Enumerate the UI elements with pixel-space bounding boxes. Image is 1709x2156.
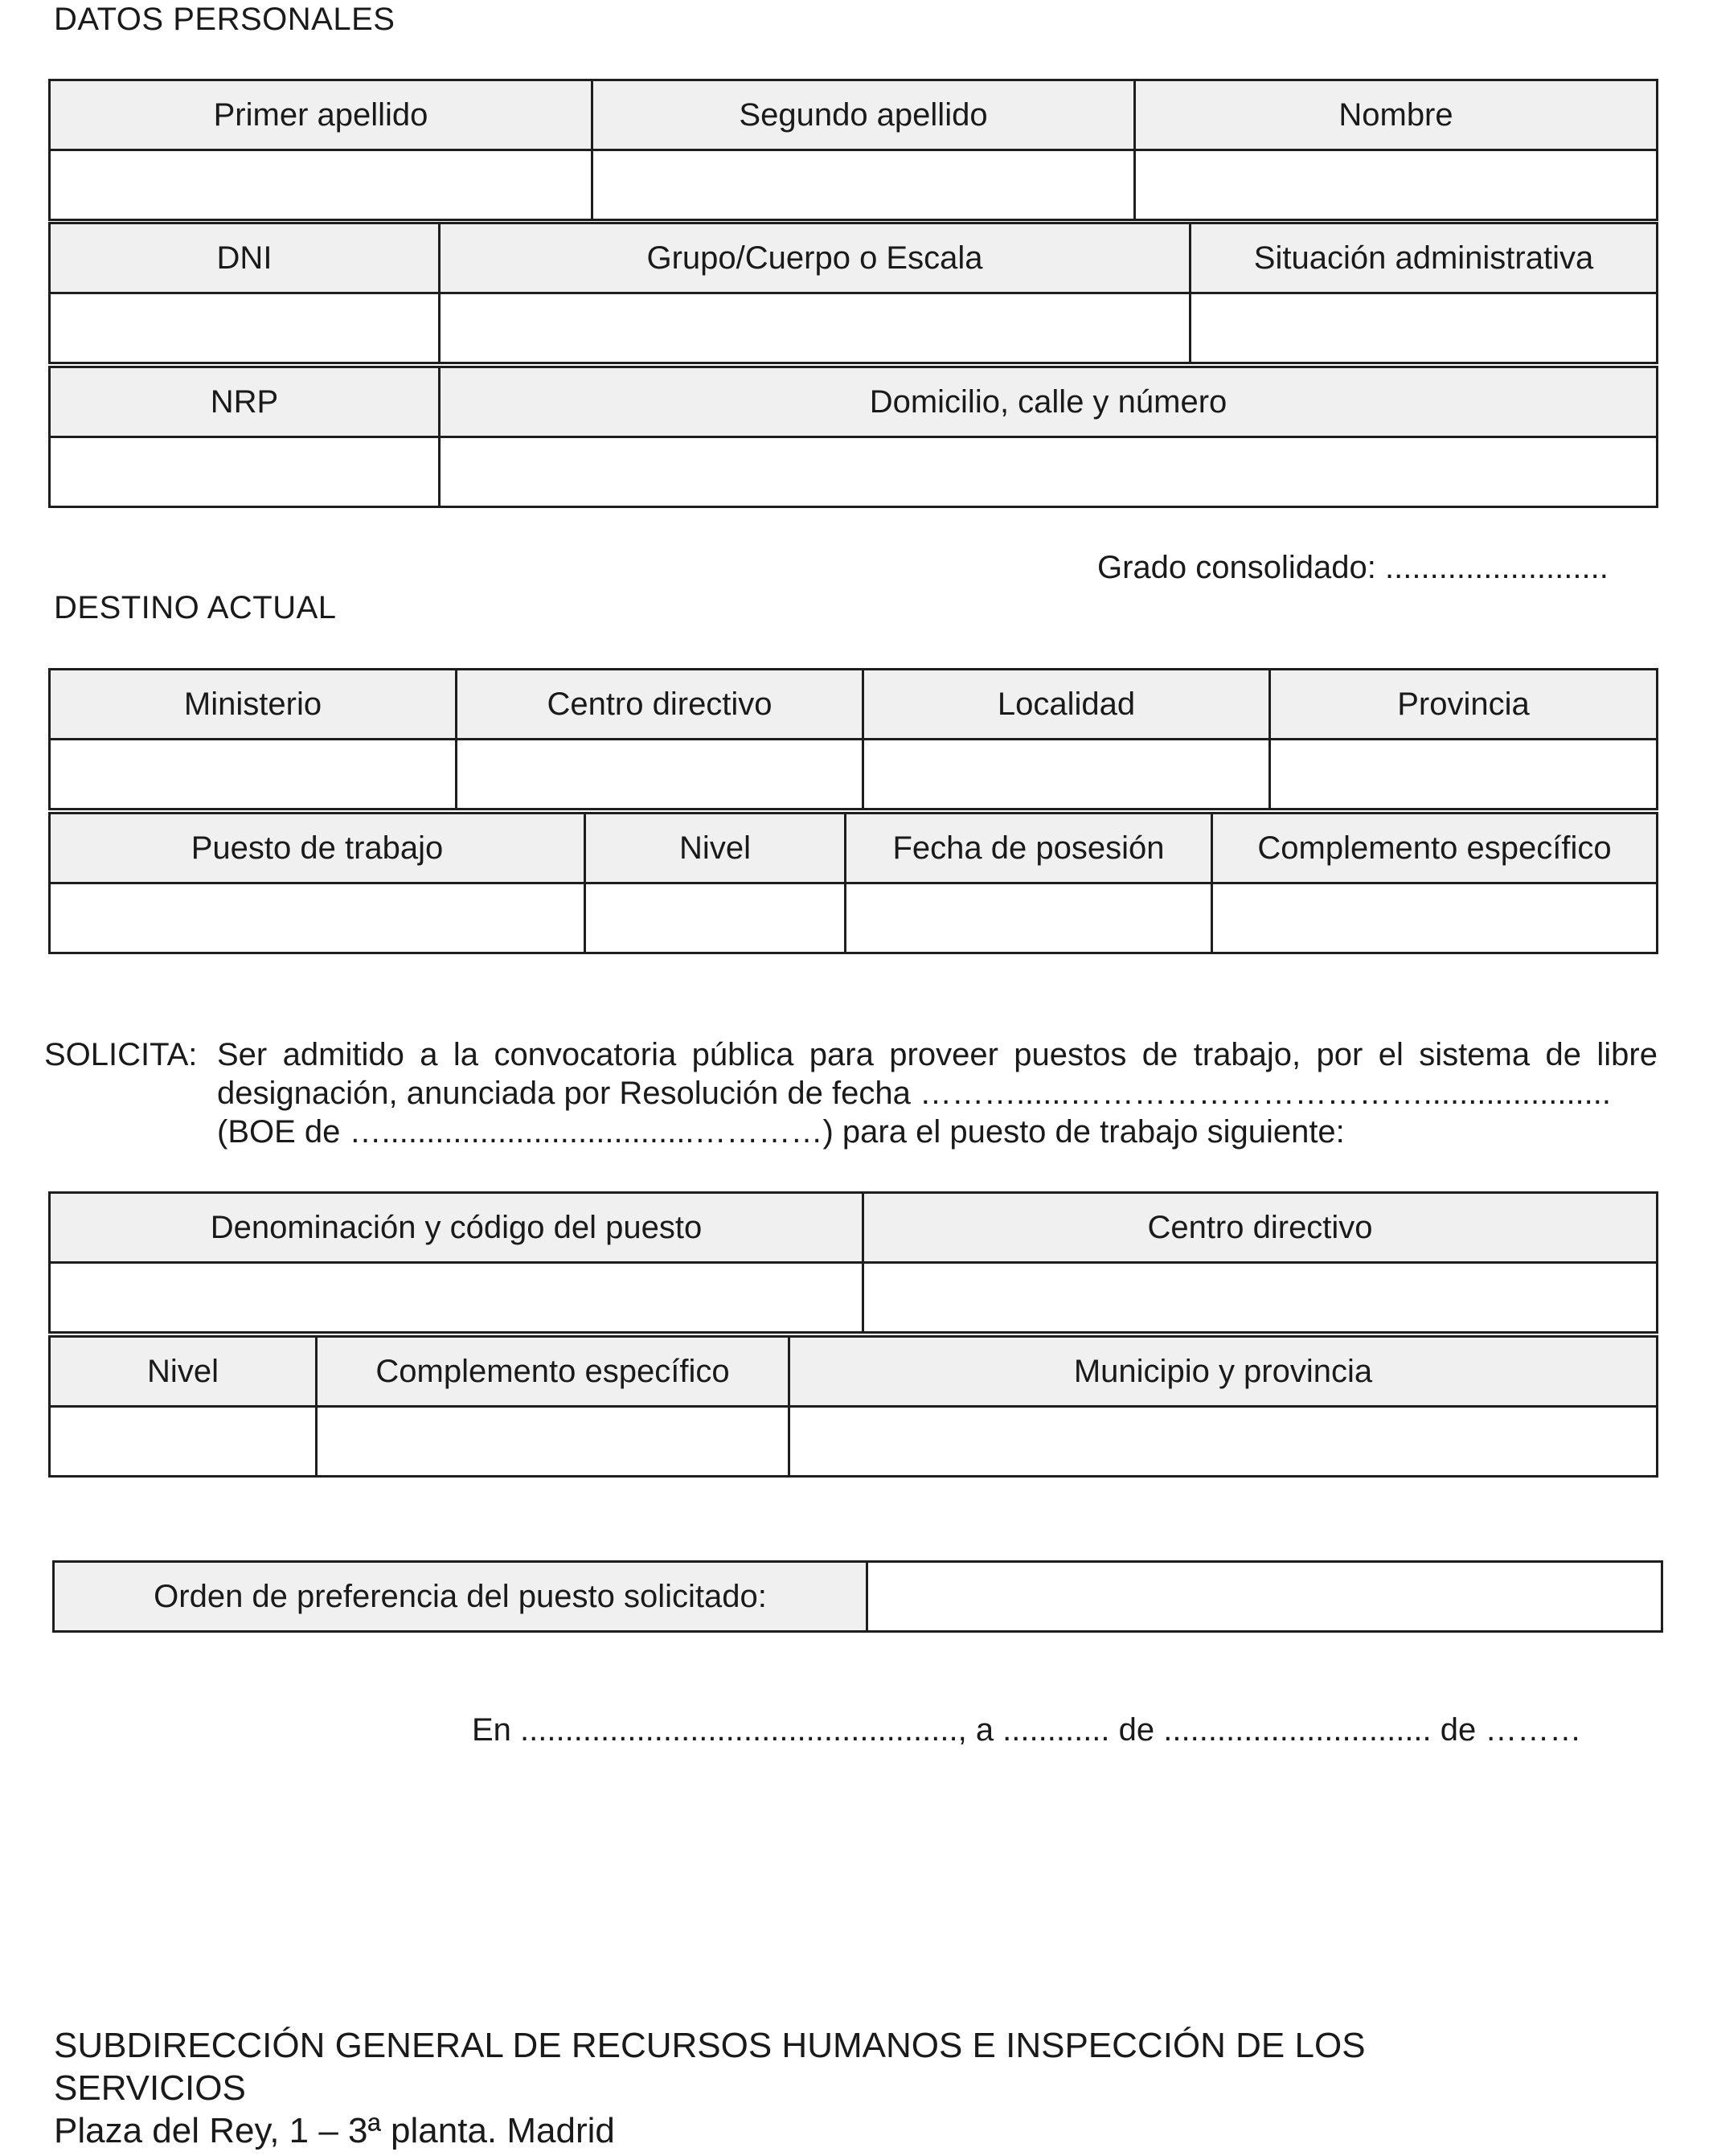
municipio-provincia-field[interactable] [789,1407,1658,1477]
destino-actual-table-2 [48,812,1658,954]
nombre-field[interactable] [1135,150,1658,220]
datos-personales-table [48,79,1658,221]
orden-preferencia-field[interactable] [867,1562,1662,1632]
header-denominacion-codigo: Denominación y código del puesto [50,1193,863,1263]
centro-directivo-solicitado-field[interactable] [863,1263,1658,1333]
datos-personales-table-3 [48,366,1658,508]
header-grupo-cuerpo: Grupo/Cuerpo o Escala [440,223,1191,293]
header-segundo-apellido: Segundo apellido [592,80,1135,150]
domicilio-field[interactable] [440,437,1658,507]
nivel-field[interactable] [585,883,846,953]
header-localidad: Localidad [863,670,1270,740]
solicita-line-2: designación, anunciada por Resolución de fecha ………......……………………………..................... [217,1076,1612,1111]
header-nivel-solicitado: Nivel [50,1337,317,1407]
table-row [50,1193,1658,1263]
dni-field[interactable] [50,293,440,363]
section-title-destino-actual: DESTINO ACTUAL [54,590,337,625]
denominacion-codigo-field[interactable] [50,1263,863,1333]
table-row [50,293,1658,363]
table-row [50,1407,1658,1477]
header-ministerio: Ministerio [50,670,457,740]
header-primer-apellido: Primer apellido [50,80,592,150]
destino-actual-table [48,668,1658,810]
grado-consolidado: Grado consolidado: ......................... [1097,550,1609,585]
ministerio-field[interactable] [50,740,457,810]
localidad-field[interactable] [863,740,1270,810]
primer-apellido-field[interactable] [50,150,592,220]
segundo-apellido-field[interactable] [592,150,1135,220]
centro-directivo-field[interactable] [457,740,863,810]
puesto-de-trabajo-field[interactable] [50,883,585,953]
header-nombre: Nombre [1135,80,1658,150]
footer-line-2: SERVICIOS [54,2068,246,2108]
table-row [50,223,1658,293]
datos-personales-table-2 [48,222,1658,364]
orden-preferencia-table [52,1560,1663,1633]
table-row [50,670,1658,740]
table-row [50,437,1658,507]
nivel-solicitado-field[interactable] [50,1407,317,1477]
table-row [50,367,1658,437]
solicita-line-1: Ser admitido a la convocatoria pública para proveer puestos de trabajo, por el sistema de libre [217,1037,1658,1072]
complemento-especifico-field[interactable] [1212,883,1658,953]
solicita-line-3: (BOE de …...................................…………) para el puesto de trabajo siguiente: [217,1114,1345,1150]
fecha-firma-line: En ................................................., a ............ de .............................. de ……… [472,1712,1582,1748]
situacion-administrativa-field[interactable] [1191,293,1658,363]
table-row [50,80,1658,150]
header-situacion-administrativa: Situación administrativa [1191,223,1658,293]
table-row [50,883,1658,953]
header-domicilio: Domicilio, calle y número [440,367,1658,437]
table-row [50,1263,1658,1333]
complemento-especifico-solicitado-field[interactable] [317,1407,789,1477]
footer-line-1: SUBDIRECCIÓN GENERAL DE RECURSOS HUMANOS E INSPECCIÓN DE LOS [54,2026,1366,2065]
fecha-de-posesion-field[interactable] [846,883,1212,953]
header-centro-directivo-solicitado: Centro directivo [863,1193,1658,1263]
table-row [50,1337,1658,1407]
header-provincia: Provincia [1270,670,1658,740]
table-row [50,740,1658,810]
orden-preferencia-label: Orden de preferencia del puesto solicitado: [54,1562,867,1632]
nrp-field[interactable] [50,437,440,507]
header-dni: DNI [50,223,440,293]
grupo-cuerpo-field[interactable] [440,293,1191,363]
header-fecha-de-posesion: Fecha de posesión [846,814,1212,883]
header-complemento-especifico-solicitado: Complemento específico [317,1337,789,1407]
table-row [54,1562,1662,1632]
table-row [50,814,1658,883]
header-municipio-provincia: Municipio y provincia [789,1337,1658,1407]
table-row [50,150,1658,220]
header-nivel: Nivel [585,814,846,883]
header-nrp: NRP [50,367,440,437]
header-complemento-especifico: Complemento específico [1212,814,1658,883]
solicita-label: SOLICITA: [44,1037,198,1072]
puesto-solicitado-table [48,1191,1658,1334]
footer-line-3: Plaza del Rey, 1 – 3ª planta. Madrid [54,2111,615,2150]
header-centro-directivo: Centro directivo [457,670,863,740]
provincia-field[interactable] [1270,740,1658,810]
section-title-datos-personales: DATOS PERSONALES [54,2,395,37]
header-puesto-de-trabajo: Puesto de trabajo [50,814,585,883]
puesto-solicitado-table-2 [48,1335,1658,1478]
